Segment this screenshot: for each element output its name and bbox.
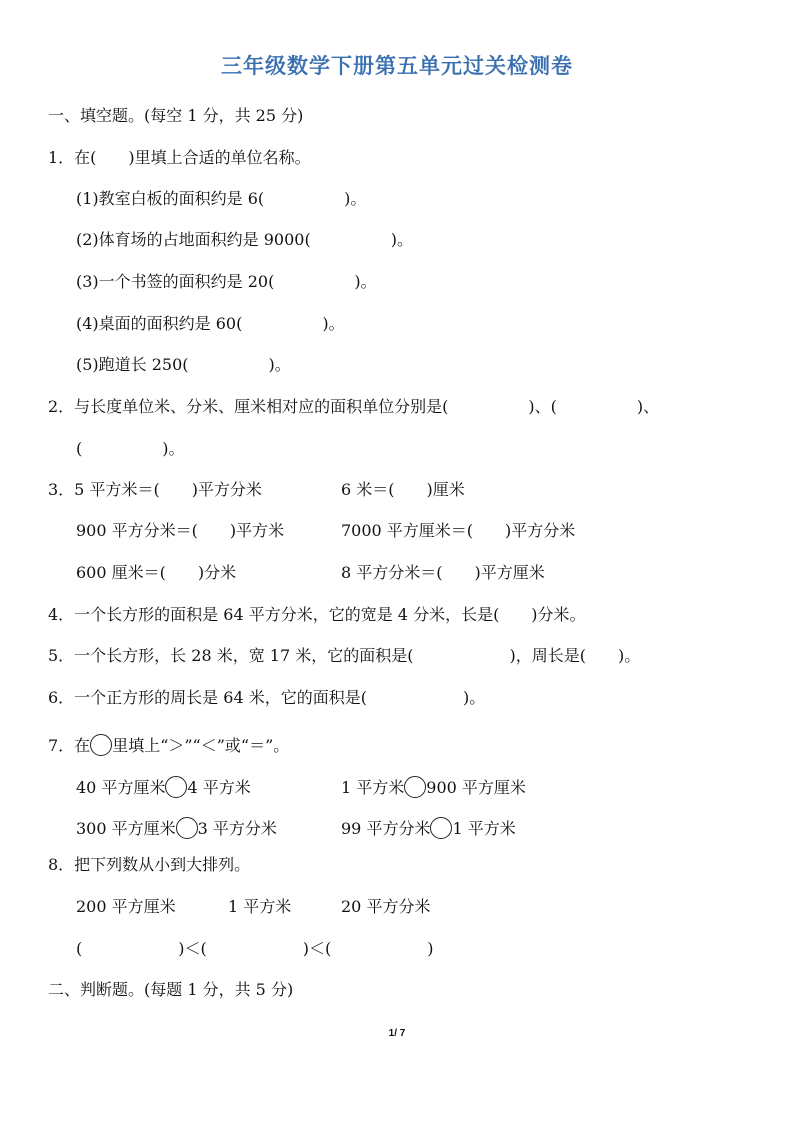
compare-right-value: 4 平方米 — [187, 778, 251, 797]
compare-circle-icon — [90, 734, 112, 756]
question-2-line-1: 2．与长度单位米、分米、厘米相对应的面积单位分别是( )、( )、 — [48, 397, 660, 416]
compare-circle-icon[interactable] — [404, 776, 426, 798]
question-8-answer: ( )＜( )＜( ) — [76, 939, 434, 958]
question-7-row-2-right — [341, 817, 516, 839]
question-2-line-2: ( )。 — [76, 439, 185, 458]
page-title: 三年级数学下册第五单元过关检测卷 — [221, 54, 573, 78]
compare-right-value: 3 平方分米 — [197, 819, 277, 838]
question-8-stem: 8．把下列数从小到大排列。 — [48, 855, 251, 874]
question-3-row-2-right: 7000 平方厘米＝( )平方分米 — [341, 521, 576, 540]
question-7-row-2-left — [76, 817, 277, 839]
compare-left-value: 40 平方厘米 — [76, 778, 166, 797]
compare-circle-icon[interactable] — [430, 817, 452, 839]
section-1-heading: 一、填空题。(每空 1 分，共 25 分) — [48, 106, 304, 125]
compare-circle-icon[interactable] — [176, 817, 198, 839]
question-1-item-2: (2)体育场的占地面积约是 9000( )。 — [76, 230, 413, 249]
compare-left-value: 1 平方米 — [341, 778, 405, 797]
question-3-row-3-right: 8 平方分米＝( )平方厘米 — [341, 563, 545, 582]
question-3-row-1-left: 3．5 平方米＝( )平方分米 — [48, 480, 262, 499]
question-1-item-1: (1)教室白板的面积约是 6( )。 — [76, 189, 367, 208]
question-7-row-1-right — [341, 776, 526, 798]
question-1-stem: 1．在( )里填上合适的单位名称。 — [48, 148, 311, 167]
question-8-number-2: 1 平方米 — [228, 897, 292, 916]
question-7-stem-prefix: 7．在 — [48, 736, 91, 755]
compare-left-value: 99 平方分米 — [341, 819, 431, 838]
question-3-row-1-right: 6 米＝( )厘米 — [341, 480, 465, 499]
question-1-item-5: (5)跑道长 250( )。 — [76, 355, 291, 374]
compare-left-value: 300 平方厘米 — [76, 819, 176, 838]
question-6: 6．一个正方形的周长是 64 米，它的面积是( )。 — [48, 688, 486, 707]
question-5: 5．一个长方形，长 28 米，宽 17 米，它的面积是( )，周长是( )。 — [48, 646, 641, 665]
section-2-heading: 二、判断题。(每题 1 分，共 5 分) — [48, 980, 294, 999]
question-7-stem — [48, 734, 289, 756]
question-8-number-3: 20 平方分米 — [341, 897, 431, 916]
compare-circle-icon[interactable] — [165, 776, 187, 798]
compare-right-value: 1 平方米 — [452, 819, 516, 838]
question-1-item-3: (3)一个书签的面积约是 20( )。 — [76, 272, 377, 291]
question-8-number-1: 200 平方厘米 — [76, 897, 176, 916]
question-7-stem-suffix: 里填上“＞”“＜”或“＝”。 — [112, 736, 290, 755]
question-3-row-2-left: 900 平方分米＝( )平方米 — [76, 521, 285, 540]
compare-right-value: 900 平方厘米 — [426, 778, 526, 797]
question-1-item-4: (4)桌面的面积约是 60( )。 — [76, 314, 345, 333]
page-number: 1/ 7 — [388, 1028, 406, 1039]
question-7-row-1-left — [76, 776, 251, 798]
question-3-row-3-left: 600 厘米＝( )分米 — [76, 563, 237, 582]
question-4: 4．一个长方形的面积是 64 平方分米，它的宽是 4 分米，长是( )分米。 — [48, 605, 586, 624]
